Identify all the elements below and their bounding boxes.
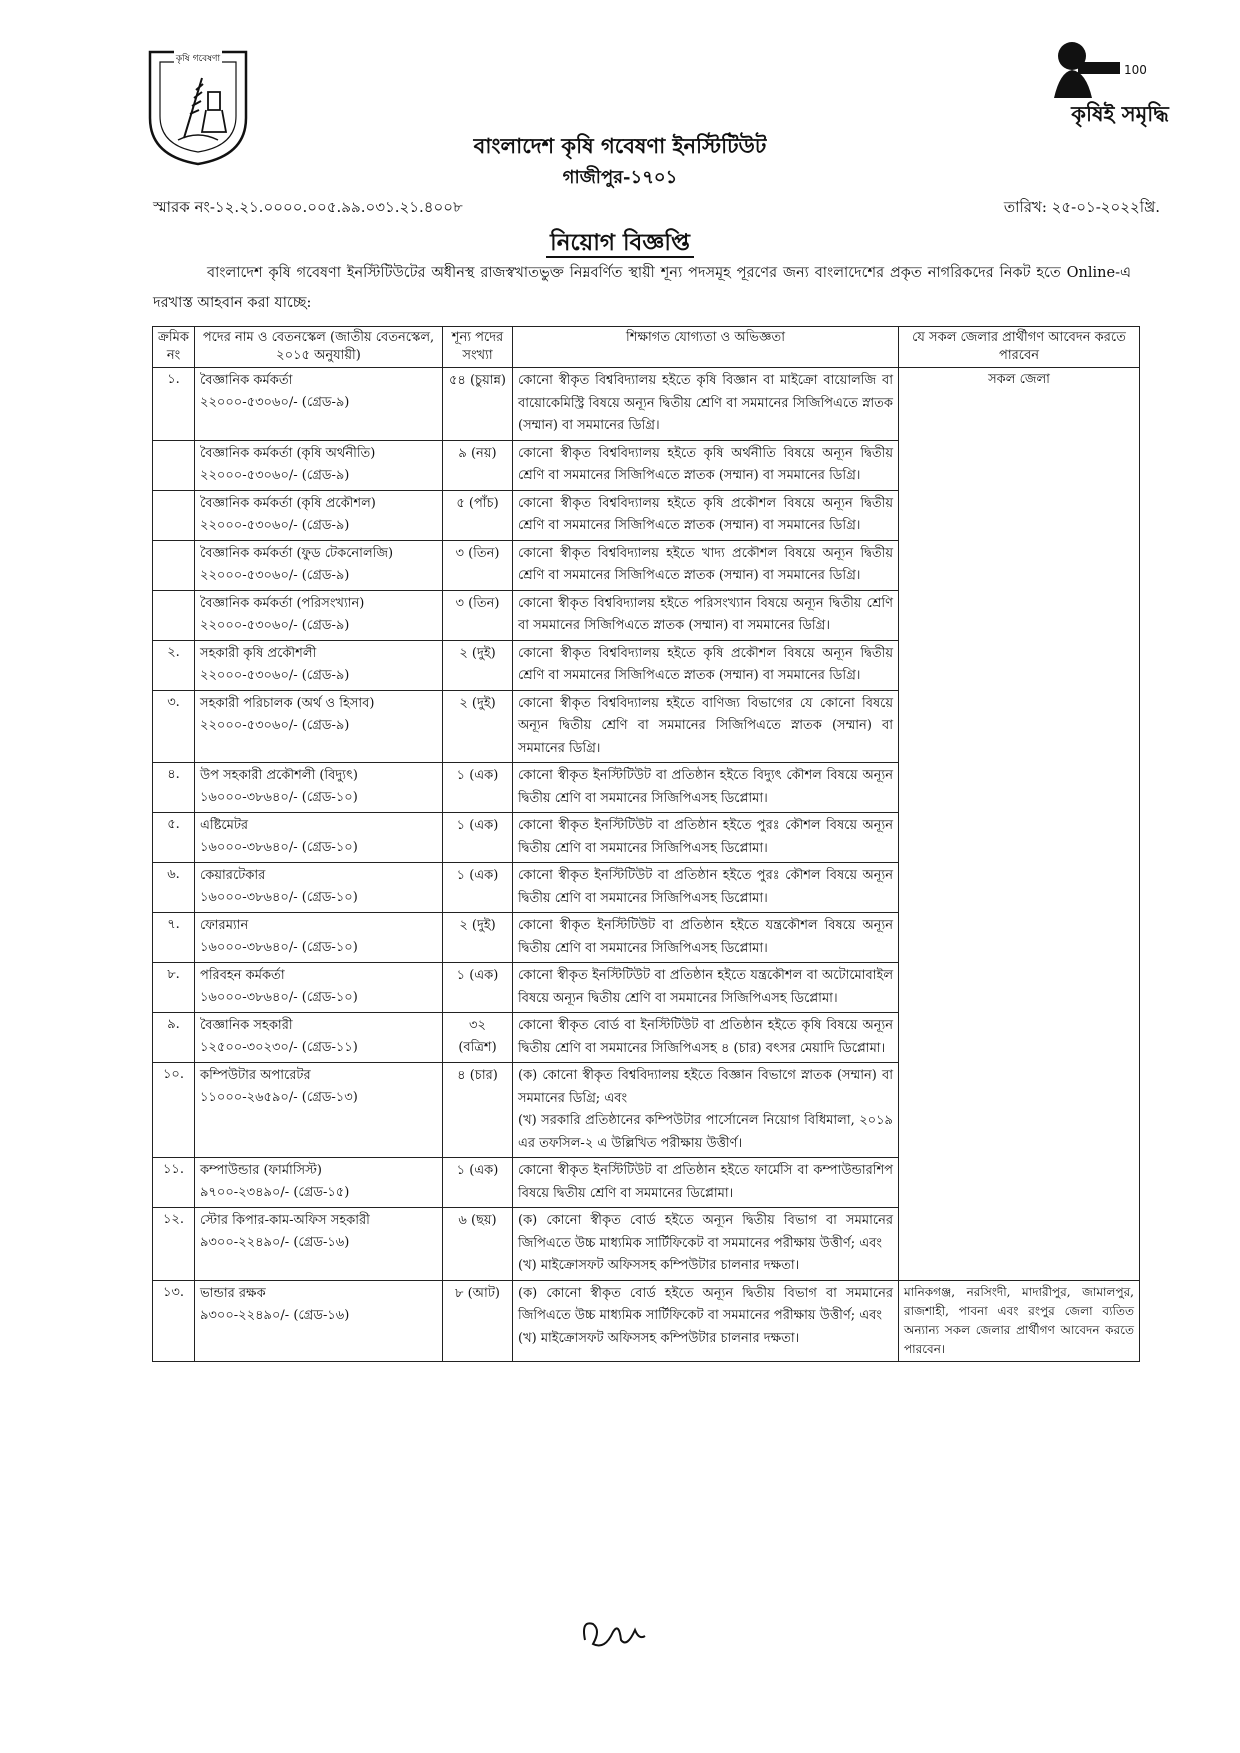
pay-scale: ২২০০০-৫৩০৬০/- (গ্রেড-৯) (200, 617, 350, 633)
row-serial: ৫. (153, 813, 195, 863)
vacancy-count: ৫ (পাঁচ) (443, 490, 513, 540)
row-post (195, 440, 443, 490)
header-qualification: শিক্ষাগত যোগ্যতা ও অভিজ্ঞতা (513, 327, 899, 368)
slogan: কৃষিই সমৃদ্ধি (1071, 101, 1169, 126)
post-name: উপ সহকারী প্রকৌশলী (বিদ্যুৎ) (200, 768, 358, 783)
pay-scale: ২২০০০-৫৩০৬০/- (গ্রেড-৯) (200, 567, 350, 583)
qualification-text: কোনো স্বীকৃত ইনস্টিটিউট বা প্রতিষ্ঠান হইতে বিদ্যুৎ কৌশল বিষয়ে অন্যূন দ্বিতীয় শ্রেণি বা সমমানের সিজিপিএসহ ডিপ্লোমা। (518, 768, 893, 806)
qualification (513, 440, 899, 490)
districts-all: সকল জেলা (899, 368, 1140, 1281)
vacancy-count: ১ (এক) (443, 963, 513, 1013)
row-serial: ৪. (153, 763, 195, 813)
pay-scale: ১৬০০০-৩৮৬৪০/- (গ্রেড-১০) (200, 890, 358, 905)
notice-date: তারিখ: ২৫-০১-২০২২খ্রি. (1003, 198, 1160, 216)
qualification-text: কোনো স্বীকৃত ইনস্টিটিউট বা প্রতিষ্ঠান হইতে পুরঃ কৌশল বিষয়ে অন্যূন দ্বিতীয় শ্রেণি বা সমমানের সিজিপিএসহ ডিপ্লোমা। (518, 868, 893, 906)
post-name: ফোরম্যান (200, 918, 249, 933)
post-name: কেয়ারটেকার (200, 868, 266, 883)
pay-scale: ১২৫০০-৩০২৩০/- (গ্রেড-১১) (200, 1040, 358, 1055)
post-name: পরিবহন কর্মকর্তা (200, 968, 285, 983)
row-serial: ৮. (153, 963, 195, 1013)
post-name: স্টোর কিপার-কাম-অফিস সহকারী (200, 1213, 370, 1228)
qualification (513, 368, 899, 441)
pay-scale: ২২০০০-৫৩০৬০/- (গ্রেড-৯) (200, 667, 350, 683)
qualification (513, 640, 899, 690)
qualification (513, 1013, 899, 1063)
pay-scale: ১১০০০-২৬৫৯০/- (গ্রেড-১৩) (200, 1090, 358, 1105)
vacancy-count: ৫৪ (চুয়ান্ন) (443, 368, 513, 441)
qualification (513, 1280, 899, 1361)
header-serial: ক্রমিক নং (153, 327, 195, 368)
qualification-text: কোনো স্বীকৃত বোর্ড বা ইনস্টিটিউট বা প্রতিষ্ঠান হইতে কৃষি বিষয়ে অন্যূন দ্বিতীয় শ্রেণি বা সমমানের সিজিপিএসহ ৪ (চার) বৎসর মেয়াদি ডিপ্লোমা। (518, 1018, 893, 1056)
post-name: বৈজ্ঞানিক সহকারী (200, 1018, 293, 1033)
pay-scale: ৯৩০০-২২৪৯০/- (গ্রেড-১৬) (200, 1235, 350, 1250)
row-post (195, 963, 443, 1013)
row-post (195, 1280, 443, 1361)
pay-scale: ১৬০০০-৩৮৬৪০/- (গ্রেড-১০) (200, 940, 358, 955)
table-row (153, 368, 1140, 441)
row-serial: ১৩. (153, 1280, 195, 1361)
row-post (195, 490, 443, 540)
post-name: বৈজ্ঞানিক কর্মকর্তা (কৃষি অর্থনীতি) (200, 445, 376, 461)
row-post (195, 763, 443, 813)
qualification (513, 590, 899, 640)
pay-scale: ২২০০০-৫৩০৬০/- (গ্রেড-৯) (200, 717, 350, 733)
pay-scale: ৯৭০০-২৩৪৯০/- (গ্রেড-১৫) (200, 1185, 350, 1200)
row-post (195, 540, 443, 590)
row-post (195, 1063, 443, 1158)
header-vacancy: শূন্য পদের সংখ্যা (443, 327, 513, 368)
organization-name: বাংলাদেশ কৃষি গবেষণা ইনস্টিটিউট (473, 133, 767, 158)
logo-text: কৃষি গবেষণা (175, 54, 221, 64)
post-name: কম্পাউন্ডার (ফার্মাসিস্ট) (200, 1163, 322, 1178)
row-serial: ১১. (153, 1158, 195, 1208)
pay-scale: ১৬০০০-৩৮৬৪০/- (গ্রেড-১০) (200, 990, 358, 1005)
qualification-text: কোনো স্বীকৃত বিশ্ববিদ্যালয় হইতে বাণিজ্য বিভাগের যে কোনো বিষয়ে অন্যূন দ্বিতীয় শ্রেণি বা সমমানের সিজিপিএতে স্নাতক (সম্মান) বা সমমানের ডিগ্রি। (518, 695, 893, 756)
row-serial: ৬. (153, 863, 195, 913)
qualification-text: (ক) কোনো স্বীকৃত বোর্ড হইতে অন্যূন দ্বিতীয় বিভাগ বা সমমানের জিপিএতে উচ্চ মাধ্যমিক সার্টিফিকেট বা সমমানের পরীক্ষায় উত্তীর্ণ; এবং (518, 1213, 893, 1251)
row-serial: ৭. (153, 913, 195, 963)
row-post (195, 1158, 443, 1208)
svg-text:100: 100 (1124, 63, 1147, 77)
qualification (513, 763, 899, 813)
memo-number: স্মারক নং-১২.২১.০০০০.০০৫.৯৯.০৩১.২১.৪০০৮ (153, 198, 463, 216)
post-name: ভান্ডার রক্ষক (200, 1285, 266, 1301)
qualification-text: কোনো স্বীকৃত বিশ্ববিদ্যালয় হইতে কৃষি অর্থনীতি বিষয়ে অন্যূন দ্বিতীয় শ্রেণি বা সমমানের সিজিপিএতে স্নাতক (সম্মান) বা সমমানের ডিগ্রি। (518, 445, 893, 483)
vacancy-count: ৩২ (বত্রিশ) (443, 1013, 513, 1063)
qualification (513, 913, 899, 963)
vacancy-count: ৯ (নয়) (443, 440, 513, 490)
row-serial (153, 590, 195, 640)
vacancy-count: ৬ (ছয়) (443, 1208, 513, 1281)
qualification (513, 863, 899, 913)
qualification-text-extra: (খ) মাইক্রোসফট অফিসসহ কম্পিউটার চালনার দক্ষতা। (518, 1330, 800, 1346)
notice-intro: বাংলাদেশ কৃষি গবেষণা ইনস্টিটিউটের অধীনস্থ রাজস্বখাতভুক্ত নিম্নবর্ণিত স্থায়ী শূন্য পদসমূহ পূরণের জন্য বাংলাদেশের প্রকৃত নাগরিকদের নিকট হতে Online-এ দরখাস্ত আহবান করা যাচ্ছে: (153, 265, 1131, 311)
pay-scale: ১৬০০০-৩৮৬৪০/- (গ্রেড-১০) (200, 790, 358, 805)
row-post (195, 913, 443, 963)
districts-restricted: মানিকগঞ্জ, নরসিংদী, মাদারীপুর, জামালপুর, রাজশাহী, পাবনা এবং রংপুর জেলা ব্যতিত অন্যান্য সকল জেলার প্রার্থীগণ আবেদন করতে পারবেন। (899, 1280, 1140, 1361)
vacancy-count: ৪ (চার) (443, 1063, 513, 1158)
row-post (195, 368, 443, 441)
row-serial: ১২. (153, 1208, 195, 1281)
post-name: বৈজ্ঞানিক কর্মকর্তা (ফুড টেকনোলজি) (200, 545, 394, 561)
vacancy-count: ১ (এক) (443, 1158, 513, 1208)
table-row (153, 1280, 1140, 1361)
post-name: বৈজ্ঞানিক কর্মকর্তা (কৃষি প্রকৌশল) (200, 495, 376, 511)
vacancy-count: ৮ (আট) (443, 1280, 513, 1361)
qualification-text: কোনো স্বীকৃত বিশ্ববিদ্যালয় হইতে কৃষি প্রকৌশল বিষয়ে অন্যূন দ্বিতীয় শ্রেণি বা সমমানের সিজিপিএতে স্নাতক (সম্মান) বা সমমানের ডিগ্রি। (518, 645, 893, 683)
notice-title: নিয়োগ বিজ্ঞপ্তি (0, 224, 1240, 263)
pay-scale: ১৬০০০-৩৮৬৪০/- (গ্রেড-১০) (200, 840, 358, 855)
qualification-text: কোনো স্বীকৃত বিশ্ববিদ্যালয় হইতে কৃষি বিজ্ঞান বা মাইক্রো বায়োলজি বা বায়োকেমিস্ট্রি বিষয়ে অন্যূন দ্বিতীয় শ্রেণি বা সমমানের সিজিপিএতে স্নাতক (সম্মান) বা সমমানের ডিগ্রি। (518, 373, 893, 433)
post-name: বৈজ্ঞানিক কর্মকর্তা (পরিসংখ্যান) (200, 595, 365, 611)
row-post (195, 1013, 443, 1063)
row-serial (153, 440, 195, 490)
institute-logo (144, 48, 252, 166)
qualification-text: কোনো স্বীকৃত বিশ্ববিদ্যালয় হইতে পরিসংখ্যান বিষয়ে অন্যূন দ্বিতীয় শ্রেণি বা সমমানের সিজিপিএতে স্নাতক (সম্মান) বা সমমানের ডিগ্রি। (518, 595, 893, 633)
row-serial (153, 490, 195, 540)
pay-scale: ২২০০০-৫৩০৬০/- (গ্রেড-৯) (200, 395, 350, 410)
qualification-text: কোনো স্বীকৃত ইনস্টিটিউট বা প্রতিষ্ঠান হইতে যন্ত্রকৌশল বিষয়ে অন্যূন দ্বিতীয় শ্রেণি বা সমমানের সিজিপিএসহ ডিপ্লোমা। (518, 918, 893, 956)
qualification (513, 690, 899, 763)
row-post (195, 590, 443, 640)
qualification (513, 540, 899, 590)
qualification-text: কোনো স্বীকৃত বিশ্ববিদ্যালয় হইতে কৃষি প্রকৌশল বিষয়ে অন্যূন দ্বিতীয় শ্রেণি বা সমমানের সিজিপিএতে স্নাতক (সম্মান) বা সমমানের ডিগ্রি। (518, 495, 893, 533)
row-serial (153, 540, 195, 590)
vacancy-count: ৩ (তিন) (443, 540, 513, 590)
post-name: সহকারী পরিচালক (অর্থ ও হিসাব) (200, 695, 375, 711)
row-post (195, 640, 443, 690)
qualification-text: কোনো স্বীকৃত বিশ্ববিদ্যালয় হইতে খাদ্য প্রকৌশল বিষয়ে অন্যূন দ্বিতীয় শ্রেণি বা সমমানের সিজিপিএতে স্নাতক (সম্মান) বা সমমানের ডিগ্রি। (518, 545, 893, 583)
vacancy-count: ২ (দুই) (443, 690, 513, 763)
vacancy-count: ১ (এক) (443, 813, 513, 863)
qualification-text-extra: (খ) মাইক্রোসফট অফিসসহ কম্পিউটার চালনার দক্ষতা। (518, 1258, 800, 1273)
table-body (153, 368, 1140, 1362)
organization-address: গাজীপুর-১৭০১ (562, 167, 678, 188)
vacancy-table (152, 326, 1140, 1362)
row-post (195, 863, 443, 913)
qualification (513, 963, 899, 1013)
vacancy-count: ১ (এক) (443, 763, 513, 813)
qualification (513, 1063, 899, 1158)
qualification (513, 1158, 899, 1208)
qualification (513, 1208, 899, 1281)
row-serial: ১০. (153, 1063, 195, 1158)
qualification-text: কোনো স্বীকৃত ইনস্টিটিউট বা প্রতিষ্ঠান হইতে পুরঃ কৌশল বিষয়ে অন্যূন দ্বিতীয় শ্রেণি বা সমমানের সিজিপিএসহ ডিপ্লোমা। (518, 818, 893, 856)
signature (575, 1610, 655, 1655)
row-serial: ১. (153, 368, 195, 441)
qualification-text: (ক) কোনো স্বীকৃত বিশ্ববিদ্যালয় হইতে বিজ্ঞান বিভাগে স্নাতক (সম্মান) বা সমমানের ডিগ্রি; এবং (518, 1068, 893, 1106)
qualification-text-extra: (খ) সরকারি প্রতিষ্ঠানের কম্পিউটার পার্সোনেল নিয়োগ বিধিমালা, ২০১৯ এর তফসিল-২ এ উল্লিখিত পরীক্ষায় উত্তীর্ণ। (518, 1113, 893, 1151)
post-name: কম্পিউটার অপারেটর (200, 1068, 311, 1083)
row-post (195, 1208, 443, 1281)
row-post (195, 813, 443, 863)
row-serial: ২. (153, 640, 195, 690)
post-name: সহকারী কৃষি প্রকৌশলী (200, 645, 317, 661)
qualification-text: কোনো স্বীকৃত ইনস্টিটিউট বা প্রতিষ্ঠান হইতে ফার্মেসি বা কম্পাউন্ডারশিপ বিষয়ে দ্বিতীয় শ্রেণি বা সমমানের ডিপ্লোমা। (518, 1163, 893, 1201)
pay-scale: ২২০০০-৫৩০৬০/- (গ্রেড-৯) (200, 467, 350, 483)
post-name: বৈজ্ঞানিক কর্মকর্তা (200, 373, 293, 388)
qualification (513, 490, 899, 540)
table-header-row (153, 327, 1140, 368)
vacancy-count: ২ (দুই) (443, 913, 513, 963)
header-post: পদের নাম ও বেতনস্কেল (জাতীয় বেতনস্কেল, ২০১৫ অনুযায়ী) (195, 327, 443, 368)
row-serial: ৩. (153, 690, 195, 763)
pay-scale: ২২০০০-৫৩০৬০/- (গ্রেড-৯) (200, 517, 350, 533)
vacancy-count: ১ (এক) (443, 863, 513, 913)
post-name: এষ্টিমেটর (200, 818, 249, 833)
vacancy-count: ২ (দুই) (443, 640, 513, 690)
qualification-text: কোনো স্বীকৃত ইনস্টিটিউট বা প্রতিষ্ঠান হইতে যন্ত্রকৌশল বা অটোমোবাইল বিষয়ে অন্যূন দ্বিতীয় শ্রেণি বা সমমানের সিজিপিএসহ ডিপ্লোমা। (518, 968, 893, 1006)
vacancy-count: ৩ (তিন) (443, 590, 513, 640)
row-serial: ৯. (153, 1013, 195, 1063)
qualification-text: (ক) কোনো স্বীকৃত বোর্ড হইতে অন্যূন দ্বিতীয় বিভাগ বা সমমানের জিপিএতে উচ্চ মাধ্যমিক সার্টিফিকেট বা সমমানের পরীক্ষায় উত্তীর্ণ; এবং (518, 1285, 893, 1323)
header-districts: যে সকল জেলার প্রার্থীগণ আবেদন করতে পারবেন (899, 327, 1140, 368)
pay-scale: ৯৩০০-২২৪৯০/- (গ্রেড-১৬) (200, 1307, 350, 1323)
qualification (513, 813, 899, 863)
row-post (195, 690, 443, 763)
